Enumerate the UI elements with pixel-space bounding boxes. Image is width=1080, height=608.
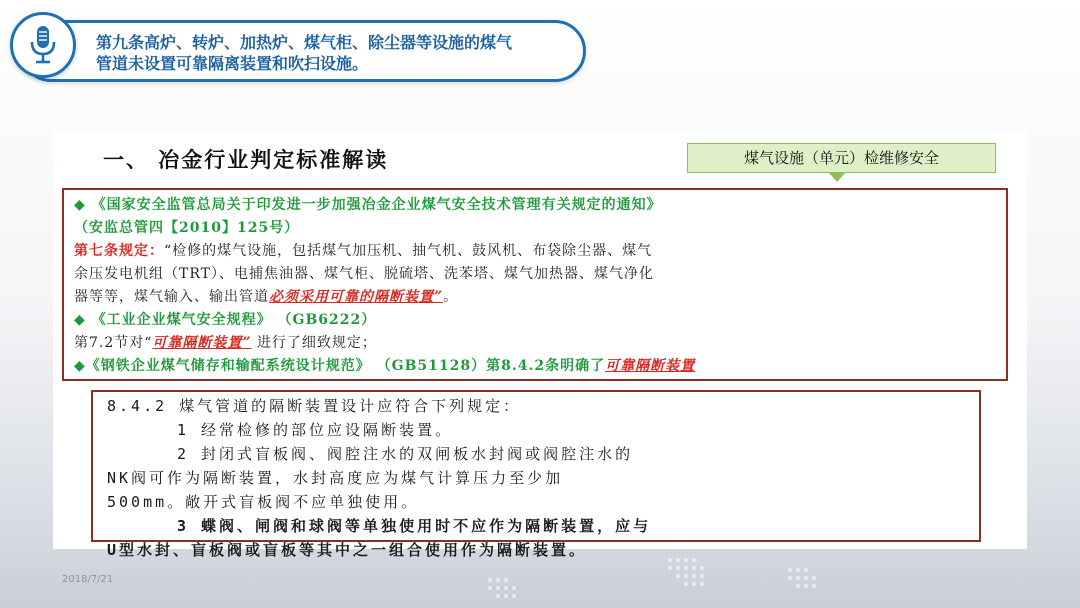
slide-card: [53, 132, 1027, 559]
header-title-line1: 第九条高炉、转炉、加热炉、煤气柜、除尘器等设施的煤气: [96, 35, 513, 52]
header-title-line2: 管道未设置可靠隔离装置和吹扫设施。: [96, 56, 369, 73]
tag-pointer-arrow: [829, 173, 845, 182]
category-tag: 煤气设施（单元）检维修安全: [687, 143, 996, 173]
microphone-badge: [10, 12, 76, 78]
section-title: 一、 冶金行业判定标准解读: [103, 147, 389, 172]
world-map-dots-decoration: [470, 540, 890, 608]
regulation-line: 第7.2节对“可靠隔断装置” 进行了细致规定；: [74, 335, 377, 351]
standard-excerpt-box: [91, 390, 981, 559]
regulation-line: （安监总管四【2010】125号）: [74, 220, 300, 236]
footer-date: 2018/7/21: [62, 574, 114, 585]
microphone-icon: [26, 24, 60, 66]
regulations-box: [62, 188, 1008, 381]
regulation-line: 器等等，煤气输入、输出管道必须采用可靠的隔断装置”。: [74, 289, 459, 305]
standard-line: 3 蝶阀、闸阀和球阀等单独使用时不应作为隔断装置，应与: [177, 517, 652, 535]
standard-line: 2 封闭式盲板阀、阀腔注水的双闸板水封阀或阀腔注水的: [177, 445, 634, 463]
regulation-line: 第七条规定：“检修的煤气设施，包括煤气加压机、抽气机、鼓风机、布袋除尘器、煤气: [74, 243, 653, 259]
standard-line: 8.4.2 煤气管道的隔断装置设计应符合下列规定：: [107, 397, 522, 415]
standard-line: U型水封、盲板阀或盲板等其中之一组合使用作为隔断装置。: [107, 541, 588, 559]
header-title: [96, 33, 576, 75]
standard-line: 500mm。敞开式盲板阀不应单独使用。: [107, 493, 420, 511]
regulation-line: ◆ 《国家安全监管总局关于印发进一步加强冶金企业煤气安全技术管理有关规定的通知》: [74, 197, 662, 213]
standard-line: NK阀可作为隔断装置，水封高度应为煤气计算压力至少加: [107, 469, 564, 487]
standard-line: 1 经常检修的部位应设隔断装置。: [177, 421, 454, 439]
regulation-line: ◆ 《工业企业煤气安全规程》 （GB6222）: [74, 312, 377, 328]
regulation-line: 余压发电机组（TRT）、电捕焦油器、煤气柜、脱硫塔、洗苯塔、煤气加热器、煤气净化: [74, 266, 654, 282]
regulation-line: ◆《钢铁企业煤气储存和输配系统设计规范》 （GB51128）第8.4.2条明确了可靠隔断装置: [74, 358, 696, 374]
